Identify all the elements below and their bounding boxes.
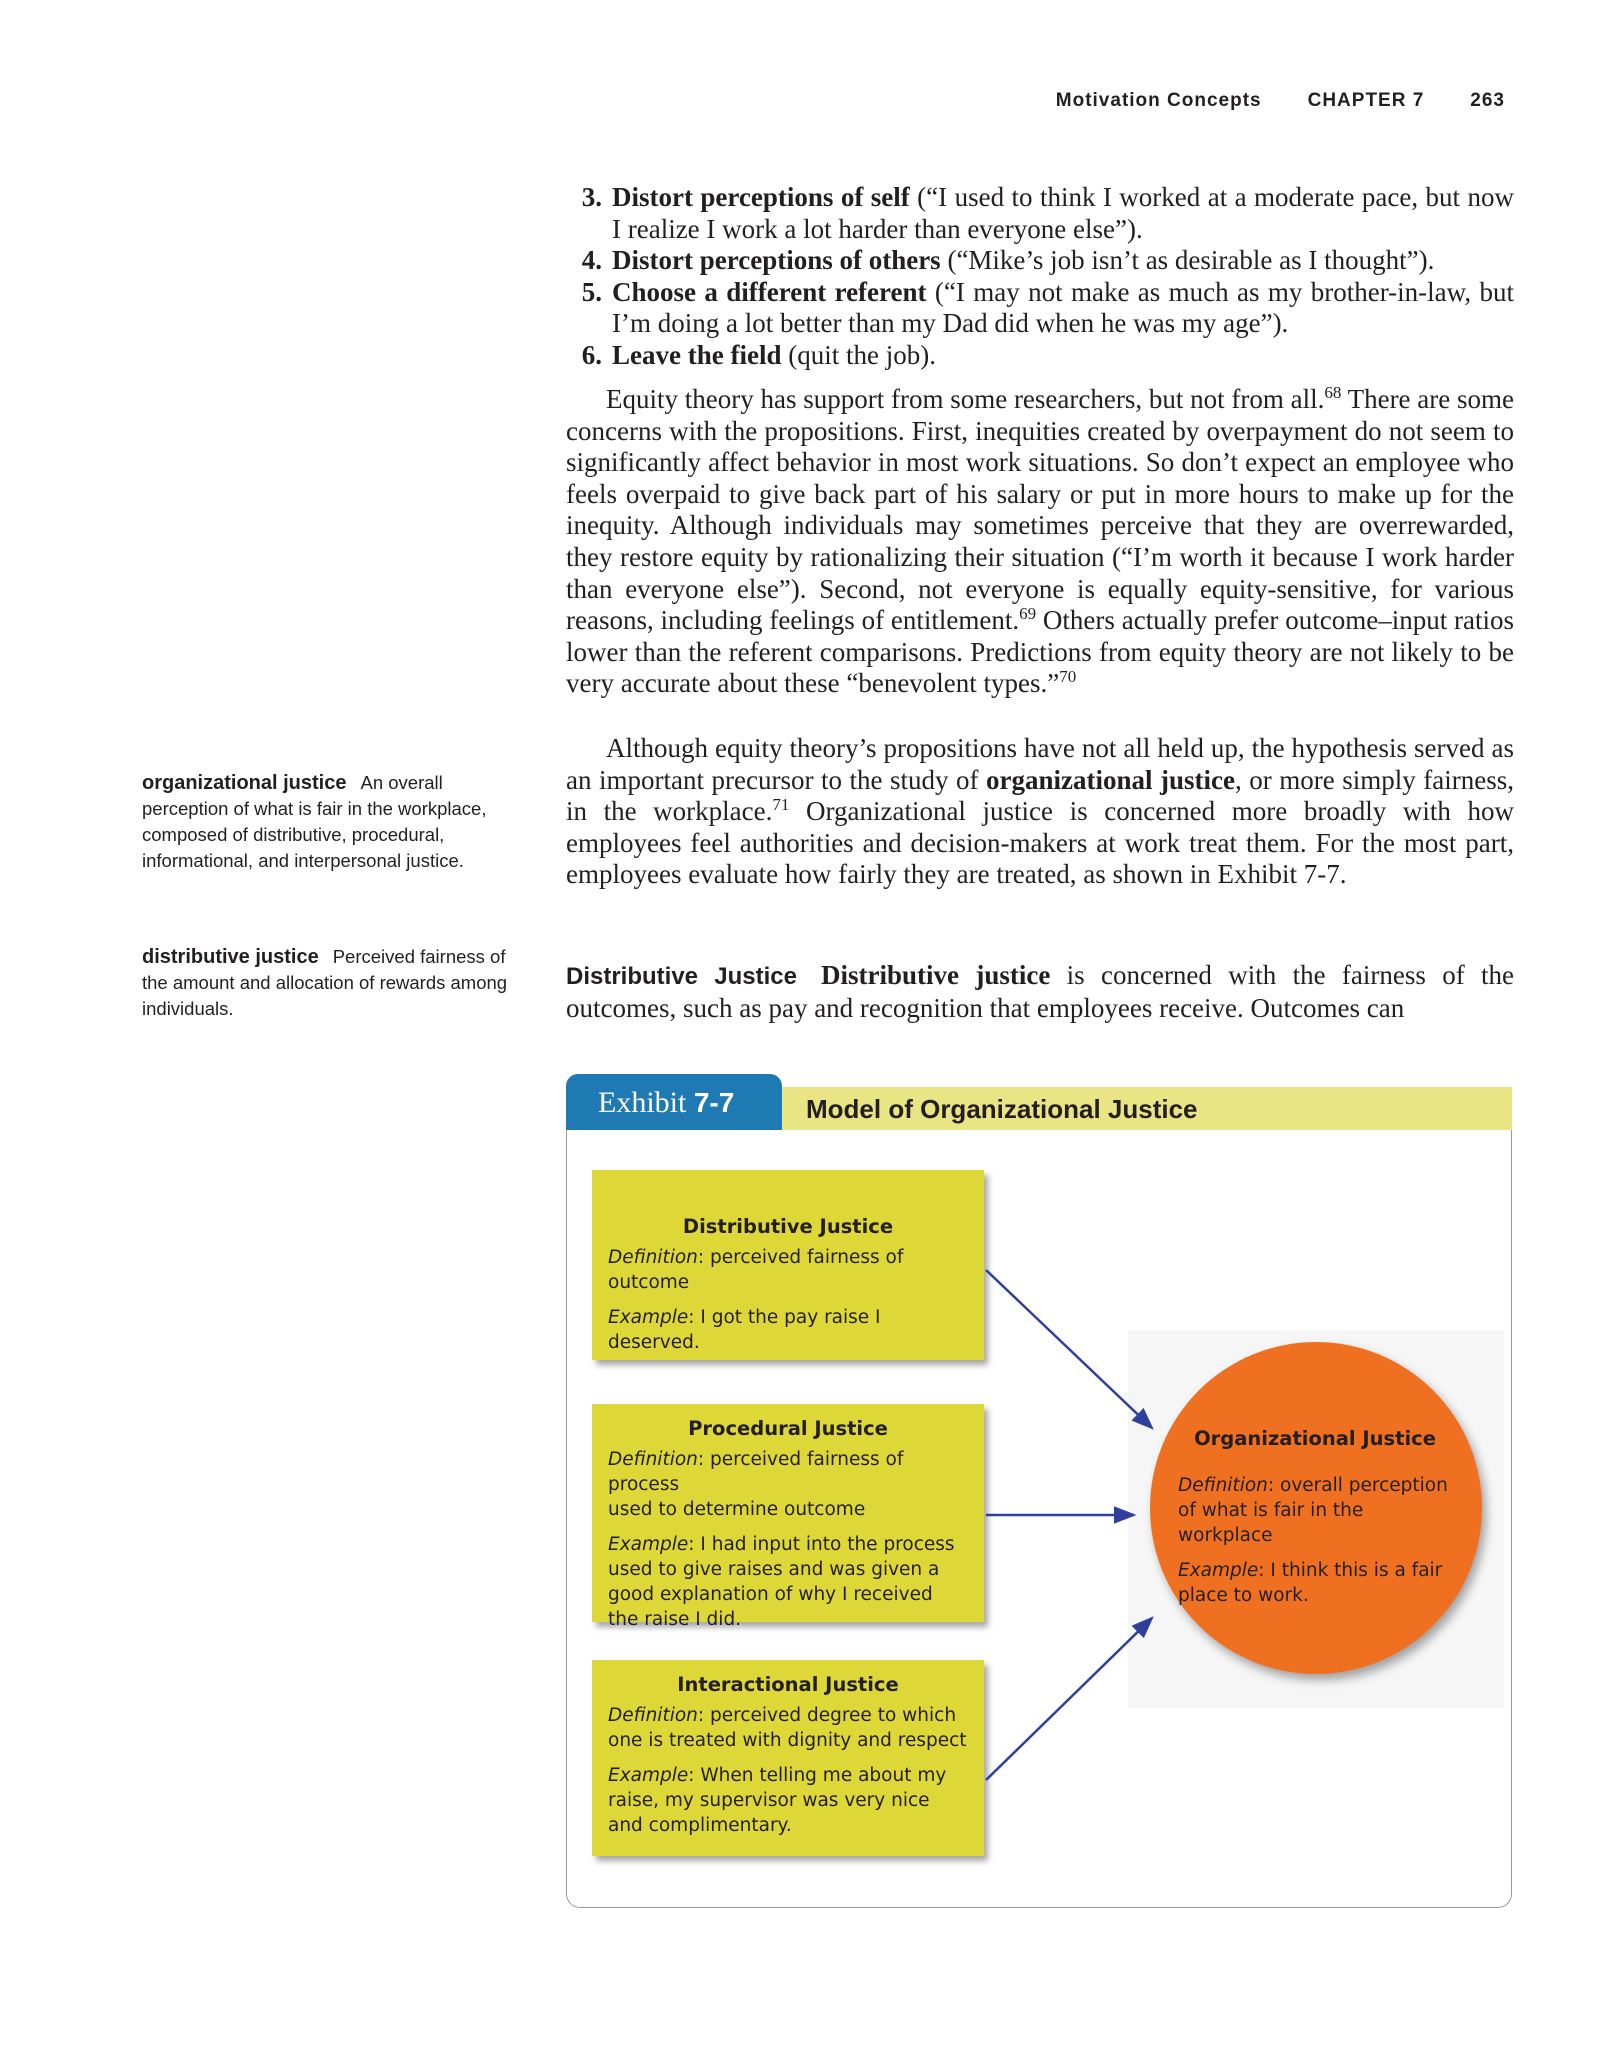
circle-definition: overall perception	[1280, 1475, 1448, 1496]
page-number: 263	[1470, 90, 1505, 111]
card-title: Distributive Justice	[682, 1215, 894, 1238]
card-example: the raise I did.	[608, 1609, 742, 1630]
list-item	[566, 182, 1514, 245]
card-definition: perceived degree to which	[710, 1705, 957, 1726]
list-item-text: (“I may not make as much as my brother-in-law, but I’m doing a lot better than my Dad did when he was my age”).	[612, 276, 1514, 339]
footnote-ref: 71	[772, 795, 790, 815]
list-item-term: Leave the field	[612, 339, 782, 370]
para-text: is concerned with the fairness of the outcomes, such as pay and recognition that employees receive. Outcomes can	[566, 960, 1515, 1023]
list-item-text: (“Mike’s job isn’t as desirable as I thought”).	[940, 245, 1435, 276]
list-item-text: (quit the job).	[781, 339, 936, 370]
para-text: There are some concerns with the propositions. First, inequities created by overpayment do not seem to significantly affect behavior in most work situations. So don’t expect an employee who feels overpaid to give back part of his salary or put in more hours to make up for the inequity. Although individuals may sometimes perceive that they are overrewarded, they restore equity by rationalizing their situation (“I’m worth it because I work harder than everyone else”). Second, not everyone is equally equity-sensitive, for various reasons, including feelings of entitlement.	[566, 384, 1514, 636]
exhibit-title: Model of Organizational Justice	[782, 1087, 1512, 1130]
list-number: 6.	[581, 339, 602, 370]
glossary-entry	[142, 770, 520, 874]
list-number: 3.	[581, 182, 602, 212]
example-label: Example	[608, 1765, 689, 1786]
key-term: Distributive justice	[821, 960, 1051, 990]
footnote-ref: 68	[1324, 383, 1342, 402]
glossary-definition: Perceived fairness of the amount and allocation of rewards among individuals.	[142, 946, 508, 1019]
exhibit-label: Exhibit	[598, 1086, 687, 1119]
circle-definition: of what is fair in the workplace	[1178, 1500, 1364, 1546]
definition-label: Definition	[608, 1449, 698, 1470]
card-definition: used to determine outcome	[608, 1499, 866, 1520]
paragraph-distributive-justice	[566, 960, 1514, 1024]
para-text: Equity theory has support from some researchers, but not from all.	[606, 384, 1325, 414]
running-header	[1056, 90, 1505, 112]
para-text: Although equity theory’s propositions have not all held up, the hypothesis served as an important precursor to the study of	[566, 733, 1514, 795]
example-label: Example	[608, 1534, 689, 1555]
card-example: and complimentary.	[608, 1815, 792, 1836]
card-example: used to give raises and was given a	[608, 1559, 940, 1580]
circle-title: Organizational Justice	[1194, 1427, 1436, 1450]
list-number: 4.	[581, 245, 602, 276]
list-item-term: Choose a different referent	[612, 276, 927, 307]
card-title: Interactional Justice	[677, 1673, 899, 1696]
card-example: I got the pay raise I deserved.	[608, 1307, 881, 1353]
paragraph-organizational-justice	[566, 733, 1514, 891]
list-item	[566, 245, 1514, 277]
para-text: Others actually prefer outcome–input ratios lower than the referent comparisons. Predictions from equity theory are not likely to be very accurate about these “benevolent types.”	[566, 605, 1515, 699]
card-example: raise, my supervisor was very nice	[608, 1790, 930, 1811]
card-distributive-justice: Distributive Justice Definition: perceived fairness of outcome Example: I got the pay raise I deserved.	[592, 1170, 984, 1360]
circle-example: I think this is a fair	[1270, 1560, 1443, 1581]
definition-label: Definition	[608, 1705, 698, 1726]
list-item	[566, 277, 1514, 340]
list-item-term: Distort perceptions of self	[612, 182, 910, 212]
list-item	[566, 340, 1514, 372]
numbered-list	[566, 182, 1514, 372]
card-interactional-justice: Interactional Justice Definition: perceived degree to which one is treated with dignity and respect Example: When telling me about my raise, my supervisor was very nice and complimentary.	[592, 1660, 984, 1856]
paragraph-equity-theory	[566, 384, 1514, 700]
key-term: organizational justice	[986, 764, 1235, 795]
glossary-term: distributive justice	[142, 946, 319, 968]
glossary-definition: An overall perception of what is fair in the workplace, composed of distributive, procedural, informational, and interpersonal justice.	[142, 772, 487, 871]
card-example: I had input into the process	[700, 1534, 955, 1555]
card-title: Procedural Justice	[688, 1417, 888, 1440]
list-number: 5.	[581, 276, 602, 307]
card-example: When telling me about my	[700, 1765, 947, 1786]
glossary-entry	[142, 944, 520, 1022]
card-example: good explanation of why I received	[608, 1584, 933, 1605]
circle-example: place to work.	[1178, 1585, 1309, 1606]
list-item-term: Distort perceptions of others	[612, 245, 941, 276]
footnote-ref: 70	[1059, 667, 1077, 687]
para-text: , or more simply fairness, in the workplace.	[566, 764, 1514, 827]
chapter-label: CHAPTER 7	[1307, 90, 1425, 111]
definition-label: Definition	[1178, 1475, 1268, 1496]
exhibit-tab	[566, 1074, 782, 1130]
para-text: Organizational justice is concerned more broadly with how employees feel authorities and decision-makers at work treat them. For the most part, employees evaluate how fairly they are treated, as shown in Exhibit 7-7.	[566, 796, 1515, 890]
example-label: Example	[1178, 1560, 1259, 1581]
card-procedural-justice: Procedural Justice Definition: perceived fairness of process used to determine outcome Example: I had input into the process used to give raises and was given a good explanation of why I received the raise I did.	[592, 1404, 984, 1622]
section-subhead: Distributive Justice	[566, 963, 797, 990]
section-title: Motivation Concepts	[1055, 90, 1262, 111]
footnote-ref: 69	[1019, 604, 1037, 624]
card-definition: perceived fairness of outcome	[608, 1247, 904, 1293]
organizational-justice-circle: Organizational Justice Definition: overall perception of what is fair in the workplace Example: I think this is a fair place to work.	[1150, 1342, 1482, 1674]
definition-label: Definition	[608, 1247, 698, 1268]
card-definition: perceived fairness of process	[608, 1449, 904, 1495]
example-label: Example	[608, 1307, 689, 1328]
exhibit-number: 7-7	[693, 1087, 735, 1118]
glossary-term: organizational justice	[142, 772, 347, 794]
card-definition: one is treated with dignity and respect	[608, 1730, 967, 1751]
list-item-text: (“I used to think I worked at a moderate pace, but now I realize I work a lot harder than everyone else”).	[612, 182, 1514, 244]
